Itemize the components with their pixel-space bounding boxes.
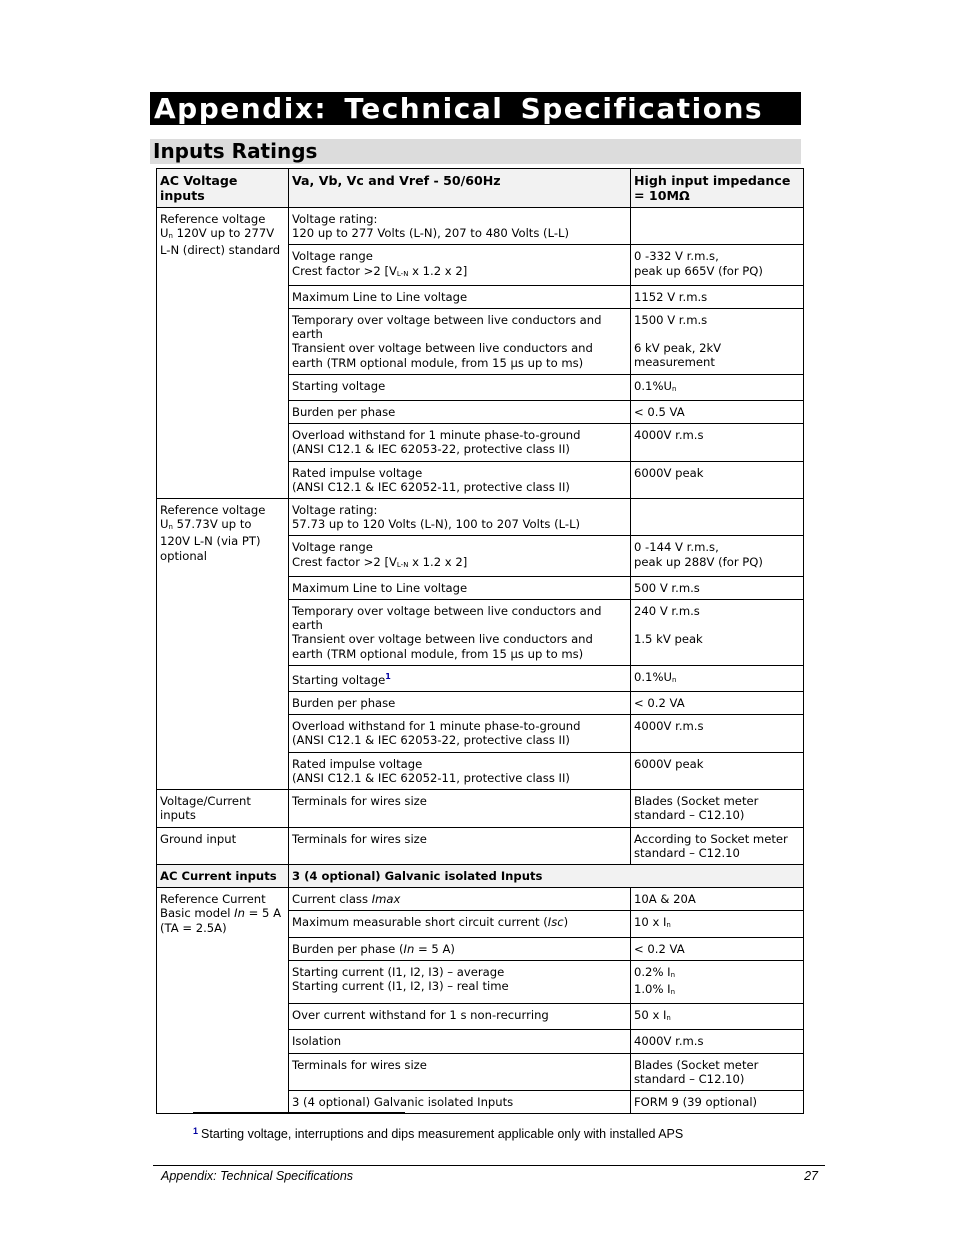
table-cell: Maximum measurable short circuit current (Isc) (289, 911, 631, 937)
group2-label: Reference voltage Un 57.73V up to 120V L-N (via PT) optional (157, 499, 289, 790)
table-cell: Voltage range Crest factor >2 [VL-N x 1.2 x 2] (289, 536, 631, 576)
inputs-ratings-table (156, 168, 804, 1114)
table-cell: Voltage rating: 120 up to 277 Volts (L-N), 207 to 480 Volts (L-L) (289, 208, 631, 245)
page-number: 27 (804, 1169, 818, 1183)
table-cell: Overload withstand for 1 minute phase-to-ground (ANSI C12.1 & IEC 62053-22, protective class II) (289, 715, 631, 752)
table-cell: Starting voltage$^1$ (289, 665, 631, 691)
group1-label: Reference voltage Un 120V up to 277V L-N (direct) standard (157, 208, 289, 499)
table-cell: Blades (Socket meter standard – C12.10) (631, 1053, 804, 1090)
header-galvanic-inputs: 3 (4 optional) Galvanic isolated Inputs (289, 864, 804, 887)
ground-input-label: Ground input (157, 827, 289, 864)
table-cell: Rated impulse voltage (ANSI C12.1 & IEC 62052-11, protective class II) (289, 461, 631, 498)
table-cell: 4000V r.m.s (631, 424, 804, 461)
table-cell: 0 -332 V r.m.s, peak up 665V (for PQ) (631, 245, 804, 285)
table-cell: Burden per phase (289, 692, 631, 715)
table-cell: 240 V r.m.s 1.5 kV peak (631, 600, 804, 666)
table-cell: 0 -144 V r.m.s, peak up 288V (for PQ) (631, 536, 804, 576)
table-cell: Burden per phase (In = 5 A) (289, 937, 631, 960)
table-cell: < 0.5 VA (631, 401, 804, 424)
table-row (157, 888, 804, 911)
table-cell: 0.2% In 1.0% In (631, 960, 804, 1003)
table-cell: Maximum Line to Line voltage (289, 576, 631, 599)
table-cell: Terminals for wires size (289, 827, 631, 864)
table-cell: Burden per phase (289, 401, 631, 424)
table-cell: Blades (Socket meter standard – C12.10) (631, 790, 804, 827)
voltage-current-label: Voltage/Current inputs (157, 790, 289, 827)
table-row (157, 790, 804, 827)
table-cell: FORM 9 (39 optional) (631, 1090, 804, 1113)
header-voltage-channels: Va, Vb, Vc and Vref - 50/60Hz (289, 169, 631, 208)
table-cell: Temporary over voltage between live conductors and earth Transient over voltage between live conductors and earth (TRM optional module, from 15 μs up to ms) (289, 600, 631, 666)
header-input-impedance: High input impedance = 10MΩ (631, 169, 804, 208)
table-cell: 4000V r.m.s (631, 715, 804, 752)
table-cell: 0.1%Un (631, 665, 804, 691)
table-row (157, 827, 804, 864)
footnote-mark: 1 (193, 1126, 199, 1136)
table-cell: 1152 V r.m.s (631, 285, 804, 308)
table-cell: Overload withstand for 1 minute phase-to-ground (ANSI C12.1 & IEC 62053-22, protective class II) (289, 424, 631, 461)
table-cell: Terminals for wires size (289, 1053, 631, 1090)
table-cell: Starting current (I1, I2, I3) – average Starting current (I1, I2, I3) – real time (289, 960, 631, 1003)
table-cell: < 0.2 VA (631, 692, 804, 715)
table-cell (631, 208, 804, 245)
table-cell: 1500 V r.m.s 6 kV peak, 2kV measurement (631, 309, 804, 375)
table-cell: Maximum Line to Line voltage (289, 285, 631, 308)
table-cell: < 0.2 VA (631, 937, 804, 960)
table-cell: Current class Imax (289, 888, 631, 911)
footer-divider (153, 1165, 825, 1166)
table-cell: Voltage range Crest factor >2 [VL-N x 1.2 x 2] (289, 245, 631, 285)
table-cell: 10A & 20A (631, 888, 804, 911)
footer-chapter-title: Appendix: Technical Specifications (161, 1169, 354, 1183)
table-cell: Isolation (289, 1030, 631, 1053)
table-cell: 10 x In (631, 911, 804, 937)
table-cell: Terminals for wires size (289, 790, 631, 827)
table-row (157, 208, 804, 245)
table-cell: 3 (4 optional) Galvanic isolated Inputs (289, 1090, 631, 1113)
table-cell: 4000V r.m.s (631, 1030, 804, 1053)
table-cell: 6000V peak (631, 752, 804, 789)
table-cell: Over current withstand for 1 s non-recurring (289, 1004, 631, 1030)
table-cell: 50 x In (631, 1004, 804, 1030)
section-heading: Inputs Ratings (150, 139, 801, 164)
table-cell: Temporary over voltage between live conductors and earth Transient over voltage between live conductors and earth (TRM optional module, from 15 μs up to ms) (289, 309, 631, 375)
header-ac-voltage-inputs: AC Voltage inputs (157, 169, 289, 208)
table-cell: According to Socket meter standard – C12.10 (631, 827, 804, 864)
footnote-ref[interactable]: 1 (385, 671, 391, 681)
footnote (193, 1126, 683, 1141)
table-cell: Voltage rating: 57.73 up to 120 Volts (L-N), 100 to 207 Volts (L-L) (289, 499, 631, 536)
table-cell: 6000V peak (631, 461, 804, 498)
header-ac-current-inputs: AC Current inputs (157, 864, 289, 887)
table-header-row (157, 169, 804, 208)
footnote-divider (193, 1112, 405, 1113)
table-cell: 500 V r.m.s (631, 576, 804, 599)
current-group-label: Reference Current Basic model In = 5 A (TA = 2.5A) (157, 888, 289, 1114)
table-cell: Rated impulse voltage (ANSI C12.1 & IEC 62052-11, protective class II) (289, 752, 631, 789)
current-header-row (157, 864, 804, 887)
page-title: Appendix: Technical Specifications (150, 92, 801, 125)
table-row (157, 499, 804, 536)
table-cell (631, 499, 804, 536)
footnote-text: Starting voltage, interruptions and dips measurement applicable only with installed APS (201, 1127, 684, 1141)
table-cell: Starting voltage (289, 374, 631, 400)
table-cell: 0.1%Un (631, 374, 804, 400)
